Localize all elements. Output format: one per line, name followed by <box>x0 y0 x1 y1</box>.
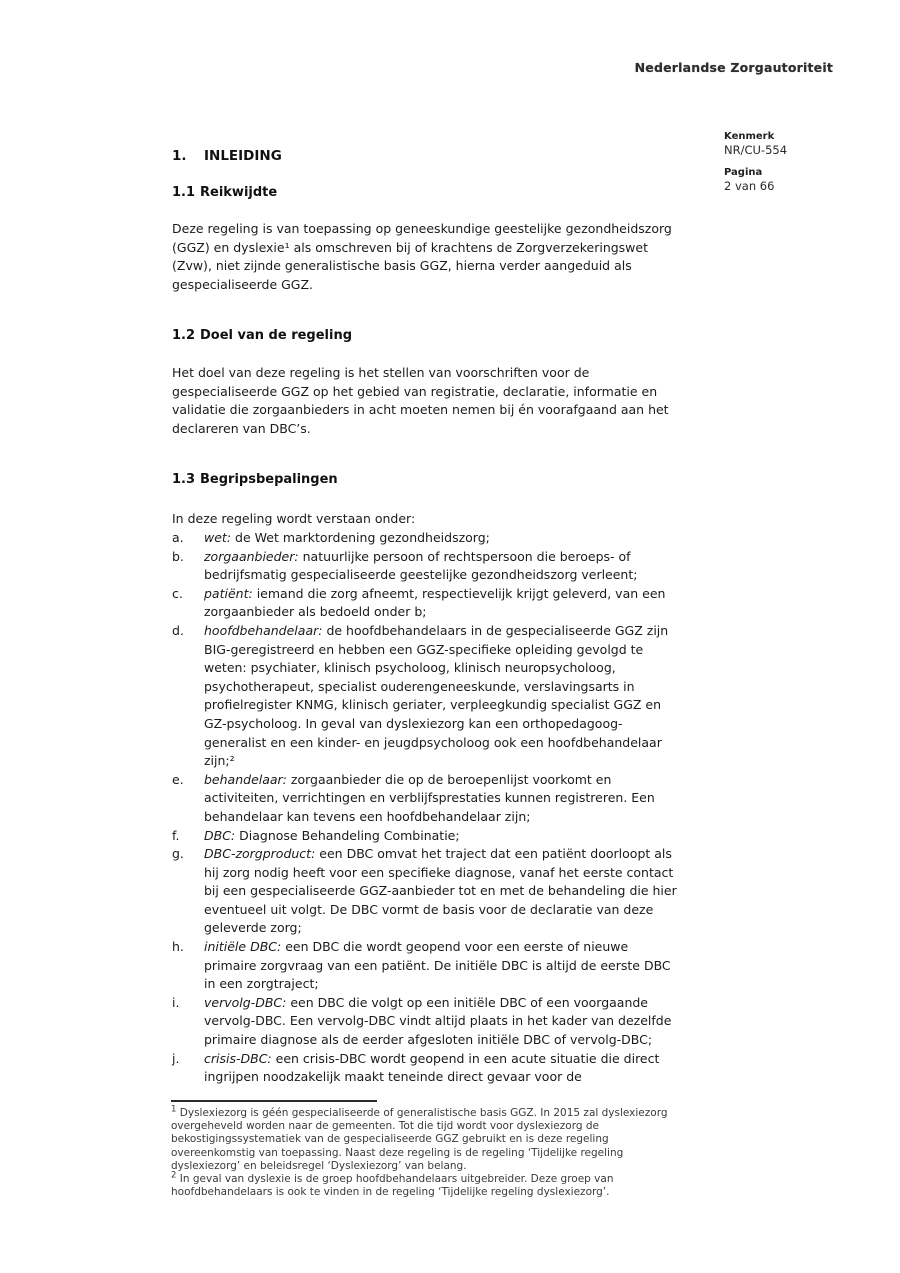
item-text: een DBC die wordt geopend voor een eerste of nieuwe primaire zorgvraag van een patiënt. De initiële DBC is altijd de eerste DBC in een zorgtraject; <box>204 939 671 992</box>
kenmerk-label: Kenmerk <box>724 131 775 142</box>
chapter-number: 1. <box>172 148 187 164</box>
definitions-list <box>172 529 680 1087</box>
item-term: wet: <box>204 530 232 545</box>
chapter-heading <box>172 148 282 164</box>
item-text: zorgaanbieder die op de beroepenlijst voorkomt en activiteiten, verrichtingen en verblijfsprestaties kunnen registreren. Een behandelaar kan tevens een hoofdbehandelaar zijn; <box>204 771 655 824</box>
definition-item-g <box>172 845 680 938</box>
footnote-marker: 1 <box>171 1104 177 1115</box>
definition-item-f <box>172 827 680 846</box>
item-term: hoofdbehandelaar: <box>204 622 323 638</box>
footnote-marker: 2 <box>171 1170 177 1181</box>
pagina-value: 2 van 66 <box>724 179 775 193</box>
section-title: Reikwijdte <box>200 185 278 200</box>
item-letter: a. <box>172 530 184 545</box>
pagina-label: Pagina <box>724 167 763 178</box>
section-heading-1-3 <box>172 472 338 487</box>
section-1-2-paragraph: Het doel van deze regeling is het stellen van voorschriften voor de gespecialiseerde GGZ op het gebied van registratie, declaratie, informatie en validatie die zorgaanbieders in acht moeten nemen bij én voorafgaand aan het declareren van DBC’s. <box>172 365 669 436</box>
item-term: zorgaanbieder: <box>204 548 299 564</box>
kenmerk-value: NR/CU-554 <box>724 143 788 157</box>
definitions-intro: In deze regeling wordt verstaan onder: <box>172 511 416 526</box>
page-meta <box>724 130 787 193</box>
item-letter: f. <box>172 827 180 843</box>
footnote-text: In geval van dyslexie is de groep hoofdbehandelaars uitgebreider. Deze groep van hoofdbehandelaars is ook te vinden in de regeling ‘Tijdelijke regeling dyslexiezorg’. <box>171 1173 614 1199</box>
item-letter: i. <box>172 994 180 1010</box>
definition-item-c <box>172 585 680 622</box>
item-letter: e. <box>172 771 184 787</box>
item-letter: h. <box>172 939 184 955</box>
item-term: crisis-DBC: <box>204 1050 272 1066</box>
item-text: de hoofdbehandelaars in de gespecialiseerde GGZ zijn BIG-geregistreerd en hebben een GGZ-specifieke opleiding gevolgd te weten: psychiater, klinisch psycholoog, klinisch neuropsycholoog, psychotherapeut, specialist ouderengeneeskunde, verslavingsarts in profielregister KNMG, klinisch geriater, verpleegkundig specialist GGZ en GZ-psycholoog. In geval van dyslexiezorg kan een orthopedagoog-generalist en een kinder- en jeugdpsycholoog ook een hoofdbehandelaar zijn;² <box>204 622 669 769</box>
section-number: 1.1 <box>172 185 196 200</box>
definition-item-e <box>172 771 680 827</box>
item-letter: d. <box>172 622 184 638</box>
footnotes <box>171 1104 675 1199</box>
item-term: DBC: <box>204 827 236 843</box>
item-term: patiënt: <box>204 585 253 601</box>
definition-item-j <box>172 1050 680 1087</box>
item-text: Diagnose Behandeling Combinatie; <box>239 827 460 843</box>
footnote-1 <box>171 1104 675 1173</box>
chapter-title: INLEIDING <box>204 148 282 164</box>
definition-item-b <box>172 548 680 585</box>
definition-item-h <box>172 938 680 994</box>
definition-item-i <box>172 994 680 1050</box>
item-letter: g. <box>172 846 184 862</box>
section-title: Begripsbepalingen <box>200 472 338 487</box>
section-1-1-paragraph: Deze regeling is van toepassing op geneeskundige geestelijke gezondheidszorg (GGZ) en dyslexie¹ als omschreven bij of krachtens de Zorgverzekeringswet (Zvw), niet zijnde generalistische basis GGZ, hierna verder aangeduid als gespecialiseerde GGZ. <box>172 221 672 292</box>
item-term: vervolg-DBC: <box>204 994 287 1010</box>
item-term: DBC-zorgproduct: <box>204 846 316 862</box>
definition-item-d <box>172 622 680 771</box>
item-letter: b. <box>172 548 184 564</box>
section-number: 1.2 <box>172 328 196 343</box>
section-title: Doel van de regeling <box>200 328 353 343</box>
item-letter: c. <box>172 585 183 601</box>
section-number: 1.3 <box>172 472 196 487</box>
item-term: initiële DBC: <box>204 939 282 955</box>
section-heading-1-1 <box>172 185 277 200</box>
item-letter: j. <box>172 1050 180 1066</box>
item-text: natuurlijke persoon of rechtspersoon die beroeps- of bedrijfsmatig gespecialiseerde geestelijke gezondheidszorg verleent; <box>204 548 638 583</box>
footnote-2 <box>171 1170 675 1199</box>
item-text: iemand die zorg afneemt, respectievelijk krijgt geleverd, van een zorgaanbieder als bedoeld onder b; <box>204 585 666 620</box>
item-text: een crisis-DBC wordt geopend in een acute situatie die direct ingrijpen noodzakelijk maakt teneinde direct gevaar voor de <box>204 1050 660 1085</box>
item-term: behandelaar: <box>204 771 287 787</box>
definition-item-a <box>172 529 680 548</box>
footnote-text: Dyslexiezorg is géén gespecialiseerde of generalistische basis GGZ. In 2015 zal dyslexiezorg overgeheveld worden naar de gemeenten. Tot die tijd wordt voor dyslexiezorg de bekostigingssystematiek van de gespecialiseerde GGZ gebruikt en is deze regeling overeenkomstig van toepassing. Naast deze regeling is de regeling ‘Tijdelijke regeling dyslexiezorg’ en beleidsregel ‘Dyslexiezorg’ van belang. <box>171 1107 668 1172</box>
footnote-separator-rule <box>171 1100 377 1102</box>
item-text: de Wet marktordening gezondheidszorg; <box>235 530 490 545</box>
section-heading-1-2 <box>172 328 352 343</box>
item-text: een DBC die volgt op een initiële DBC of een voorgaande vervolg-DBC. Een vervolg-DBC vindt altijd plaats in het kader van dezelfde primaire diagnose als de eerder afgesloten initiële DBC of vervolg-DBC; <box>204 994 672 1048</box>
nza-logo: Nederlandse Zorgautoriteit <box>634 60 833 75</box>
item-text: een DBC omvat het traject dat een patiënt doorloopt als hij zorg nodig heeft voor een specifieke diagnose, vanaf het eerste contact bij een gespecialiseerde GGZ-aanbieder tot en met de behandeling die hier eventueel uit volgt. De DBC vormt de basis voor de declaratie van deze geleverde zorg; <box>204 846 677 936</box>
